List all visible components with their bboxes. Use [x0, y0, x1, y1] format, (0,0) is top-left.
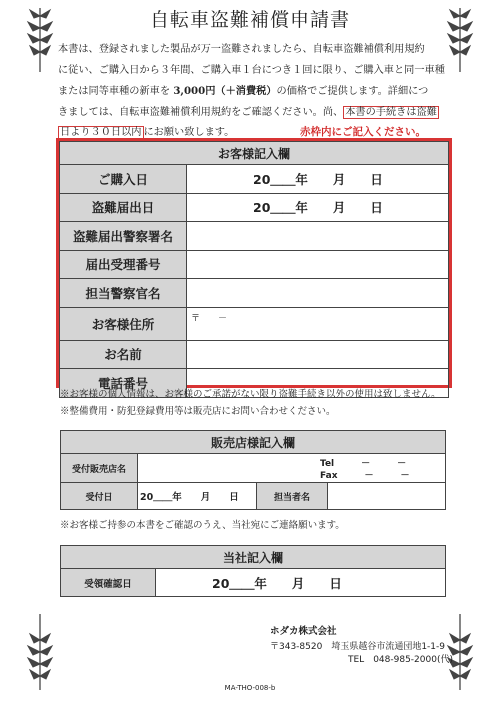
red-frame-note: 赤枠内にご記入ください。 [300, 126, 426, 138]
customer-section-header: お客様記入欄 [60, 142, 449, 165]
tel-field[interactable]: Tel － － [320, 459, 407, 469]
intro-line: に従い、ご購入日から３年間、ご購入車１台につき１回に限り、ご購入車と同一車種 [58, 64, 445, 76]
shop-section-header: 販売店様記入欄 [61, 431, 446, 454]
purchase-date-field[interactable]: 20＿＿年 月 日 [187, 165, 449, 194]
intro-text-part: きましては、自転車盗難補償利用規約をご確認ください。尚、 [58, 106, 344, 118]
company-phone: TEL 048-985-2000(代) [348, 655, 453, 665]
intro-line: 本書は、登録されました製品が万一盗難されましたら、自転車盗難補償利用規約 [58, 44, 425, 55]
store-name-label: 受付販売店名 [61, 454, 138, 483]
intro-text-part: または同等車種の新車を [58, 86, 174, 97]
intro-text-part: の価格でご提供します。詳細につ [276, 86, 429, 97]
received-date-field[interactable]: 20＿＿年 月 日 [138, 483, 257, 510]
page-title: 自転車盗難補償申請書 [149, 9, 350, 31]
company-name: ホダカ株式会社 [270, 626, 337, 637]
shop-entry-table [60, 430, 446, 510]
company-address: 〒343-8520 埼玉県越谷市流通団地1-1-9 [270, 642, 446, 652]
report-number-label: 届出受理番号 [60, 250, 187, 279]
maintenance-note: ※整備費用・防犯登録費用等は販売店にお問い合わせください。 [60, 406, 336, 417]
theft-report-date-field[interactable]: 20＿＿年 月 日 [187, 193, 449, 222]
intro-line [58, 103, 458, 124]
privacy-note: ※お客様の個人情報は、お客様のご承諾がない限り盗難手続き以外の使用は致しません。 [60, 389, 441, 400]
police-officer-field[interactable] [187, 279, 449, 308]
price-text: 3,000円（＋消費税） [173, 85, 277, 97]
company-section-header: 当社記入欄 [61, 546, 446, 569]
intro-line [58, 81, 458, 103]
intro-text-part: にお願い致します。 [143, 127, 235, 138]
customer-name-label: お名前 [60, 340, 187, 369]
purchase-date-label: ご購入日 [60, 165, 187, 194]
confirm-note: ※お客様ご持参の本書をご確認のうえ、当社宛にご連絡願います。 [60, 520, 345, 531]
staff-name-label: 担当者名 [257, 483, 328, 510]
receipt-date-field[interactable]: 20＿＿年 月 日 [156, 569, 446, 597]
police-officer-label: 担当警察官名 [60, 279, 187, 308]
form-code: MA-THO-008-b [224, 684, 276, 692]
deadline-highlight: 日より３０日以内 [60, 127, 142, 138]
customer-address-field[interactable]: 〒 － [187, 307, 449, 340]
customer-entry-table [59, 141, 449, 398]
theft-report-date-label: 盗難届出日 [60, 193, 187, 222]
store-name-field[interactable] [138, 454, 446, 483]
laurel-ornament-icon [18, 612, 60, 692]
received-date-label: 受付日 [61, 483, 138, 510]
fax-field[interactable]: Fax － － [320, 471, 410, 481]
staff-name-field[interactable] [328, 483, 446, 510]
customer-name-field[interactable] [187, 340, 449, 369]
receipt-date-label: 受領確認日 [61, 569, 156, 597]
police-station-field[interactable] [187, 222, 449, 251]
report-number-field[interactable] [187, 250, 449, 279]
company-entry-table [60, 545, 446, 597]
phone-number-label: 電話番号 [60, 369, 187, 398]
deadline-highlight: 本書の手続きは盗難 [345, 106, 437, 118]
police-station-label: 盗難届出警察署名 [60, 222, 187, 251]
customer-address-label: お客様住所 [60, 307, 187, 340]
